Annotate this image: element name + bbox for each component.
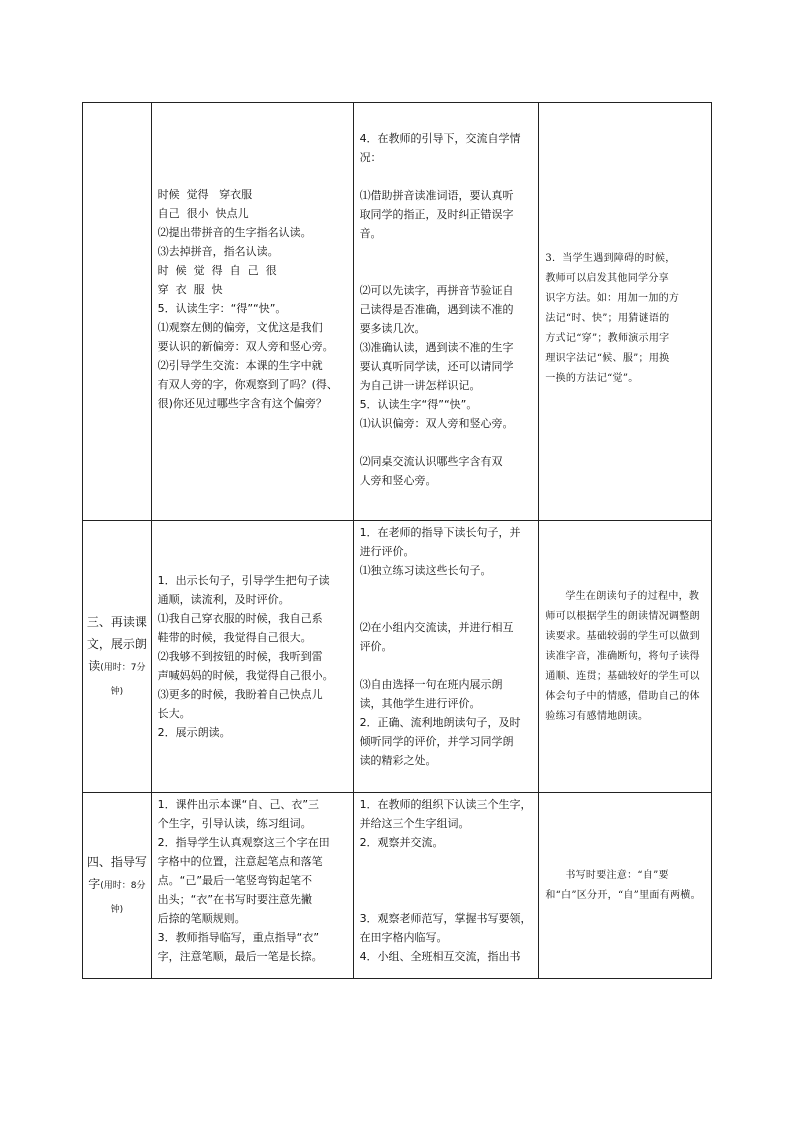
text-line: ⑵引导学生交流：本课的生字中就 [157, 359, 323, 372]
text-line: 1．出示长句子，引导学生把句子读 [157, 574, 330, 587]
text-line: 时候 觉得 穿衣服 [157, 188, 253, 201]
text-line: 3．教师指导临写，重点指导“衣” [157, 931, 320, 944]
stage-label [85, 851, 149, 921]
teacher-activity-cell [151, 103, 353, 521]
text-line: 己读得是否准确，遇到读不准的 [359, 303, 514, 316]
text-line: 通顺，读流利，及时评价。 [157, 593, 290, 606]
design-note-cell [539, 103, 712, 521]
text-line: 鞋带的时候，我觉得自己很大。 [157, 631, 312, 644]
text-line: 2．正确、流利地朗读句子，及时 [359, 716, 521, 729]
text-line: 1．在教师的组织下认读三个生字， [359, 798, 532, 811]
text-line: 点。“己”最后一笔竖弯钩起笔不 [157, 874, 313, 887]
text-line: 要认识的新偏旁：双人旁和竖心旁。 [157, 340, 334, 353]
student-activity-cell [353, 103, 539, 521]
teacher-activity-cell [151, 521, 353, 793]
text-line: 3．观察老师范写，掌握书写要领， [359, 912, 532, 925]
text-line: 要多读几次。 [359, 322, 426, 335]
stage-label [85, 611, 149, 703]
text-line: 倾听同学的评价，并学习同学朗 [359, 735, 514, 748]
stage-cell [83, 793, 152, 979]
text-line: 在田字格内临写。 [359, 931, 448, 944]
text-line: 评价。 [359, 640, 393, 653]
text-line: 穿 衣 服 快 [157, 283, 223, 296]
table-row [83, 103, 712, 521]
text-line: 字，注意笔顺，最后一笔是长捺。 [157, 950, 323, 963]
text-line: 有双人旁的字，你观察到了吗？(得、 [157, 378, 338, 391]
text-line: 长大。 [157, 707, 191, 720]
note-line: 识字方法。如：用加一加的方 [545, 293, 680, 304]
note-line: 一换的方法记“觉”。 [545, 373, 639, 384]
text-line: 为自己讲一讲怎样识记。 [359, 379, 481, 392]
text-line: 并给这三个生字组词。 [359, 817, 470, 830]
text-line: 4．在教师的引导下，交流自学情 [359, 132, 521, 145]
note-line: 理识字法记“候、服”；用换 [545, 353, 670, 364]
stage-time: (用时：8分钟) [100, 880, 146, 915]
text-line: 2．指导学生认真观察这三个字在田 [157, 836, 330, 849]
stage-cell [83, 103, 152, 521]
design-note-cell [539, 793, 712, 979]
text-line: 出头；“衣”在书写时要注意先撇 [157, 893, 313, 906]
text-line: 要认真听同学读，还可以请同学 [359, 360, 514, 373]
text-line: 自己 很小 快点儿 [157, 207, 249, 220]
teacher-activity-cell [151, 793, 353, 979]
note-line: 教师可以启发其他同学分享 [545, 273, 669, 284]
text-line: ⑴借助拼音读准词语，要认真听 [359, 189, 514, 202]
text-line: ⑴观察左侧的偏旁，文优这是我们 [157, 321, 323, 334]
text-line: 2．观察并交流。 [359, 836, 444, 849]
text-line: ⑴认识偏旁：双人旁和竖心旁。 [359, 417, 514, 430]
text-line: ⑵同桌交流认识哪些字含有双 [359, 455, 503, 468]
stage-cell [83, 521, 152, 793]
stage-title: 三、再读课文，展示朗读 [86, 614, 147, 673]
text-line: ⑵可以先读字，再拼音节验证自 [359, 284, 514, 297]
note-line: 法记“时、快”；用猜谜语的 [545, 313, 670, 324]
design-note-cell [539, 521, 712, 793]
text-line: ⑶自由选择一句在班内展示朗 [359, 678, 503, 691]
text-line: 个生字，引导认读，练习组词。 [157, 817, 312, 830]
student-activity-cell [353, 793, 539, 979]
text-line: ⑵提出带拼音的生字指名认读。 [157, 226, 312, 239]
stage-title: 四、指导写字 [86, 854, 147, 891]
text-line: 况： [359, 151, 382, 164]
note-line: 3．当学生遇到障碍的时候， [545, 253, 676, 264]
text-line: 读的精彩之处。 [359, 754, 437, 767]
note-paragraph: 学生在朗读句子的过程中，教师可以根据学生的朗读情况调整朗读要求。基础较弱的学生可以做到读准字音，准确断句，将句子读得通顺、连贯；基础较好的学生可以体会句子中的情感，借助自己的体验练习有感情地朗读。 [545, 590, 700, 722]
table-row [83, 521, 712, 793]
text-line: 1．在老师的指导下读长句子，并 [359, 526, 521, 539]
note-line: 方式记“穿”；教师演示用字 [545, 333, 670, 344]
table-row [83, 793, 712, 979]
stage-time: (用时：7分钟) [100, 662, 146, 697]
text-line: 读，其他学生进行评价。 [359, 697, 481, 710]
text-line: 声喊妈妈的时候，我觉得自己很小。 [157, 669, 334, 682]
student-activity-cell [353, 521, 539, 793]
text-line: 后捺的笔顺规则。 [157, 912, 246, 925]
text-line: 5．认读生字：“得”“快”。 [157, 302, 287, 315]
text-line: ⑴我自己穿衣服的时候，我自己系 [157, 612, 323, 625]
text-line: ⑵在小组内交流读，并进行相互 [359, 621, 514, 634]
text-line: 取同学的指正，及时纠正错误字 [359, 208, 514, 221]
text-line: 进行评价。 [359, 545, 415, 558]
text-line: 字格中的位置，注意起笔点和落笔 [157, 855, 323, 868]
text-line: ⑶更多的时候，我盼着自己快点儿 [157, 688, 323, 701]
text-line: 5．认读生字“得”“快”。 [359, 398, 478, 411]
text-line: ⑴独立练习读这些长句子。 [359, 564, 492, 577]
text-line: 人旁和竖心旁。 [359, 474, 437, 487]
text-line: 2．展示朗读。 [157, 726, 231, 739]
text-line: 很)你还见过哪些字含有这个偏旁？ [157, 397, 327, 410]
text-line: 时 候 觉 得 自 己 很 [157, 264, 277, 277]
text-line: 1．课件出示本课“自、己、衣”三 [157, 798, 320, 811]
text-line: ⑶准确认读，遇到读不准的生字 [359, 341, 514, 354]
text-line: 音。 [359, 227, 382, 240]
note-paragraph: 书写时要注意：“自”要和“白”区分开，“自”里面有两横。 [545, 869, 701, 901]
text-line: ⑶去掉拼音，指名认读。 [157, 245, 279, 258]
text-line: 4．小组、全班相互交流，指出书 [359, 950, 521, 963]
text-line: ⑵我够不到按钮的时候，我听到雷 [157, 650, 323, 663]
lesson-plan-table [82, 102, 712, 979]
